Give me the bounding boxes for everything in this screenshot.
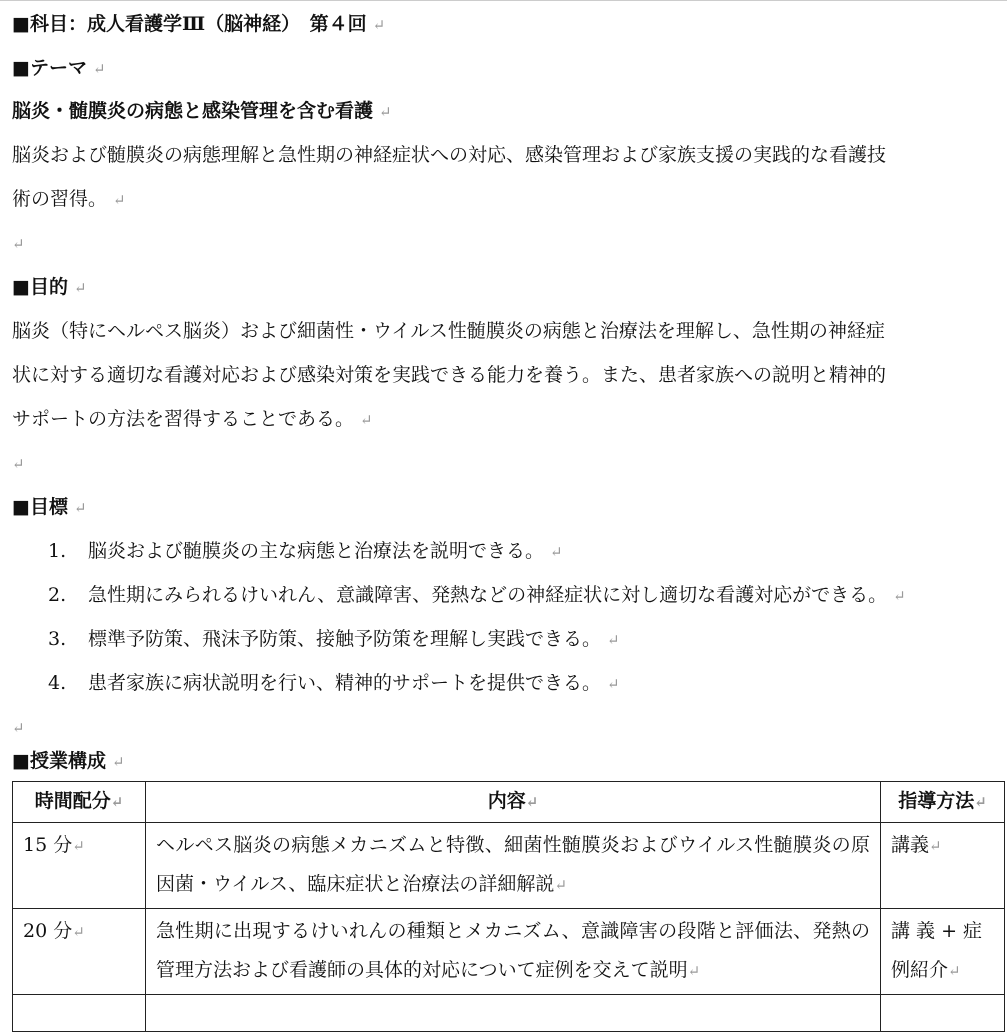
paragraph-mark-icon: ↵	[372, 16, 386, 34]
theme-title: 脳炎・髄膜炎の病態と感染管理を含む看護 ↵	[12, 100, 392, 122]
paragraph-mark-icon: ↵	[360, 411, 373, 429]
paragraph-mark-icon: ↵	[607, 675, 620, 693]
goal-item: 4. 患者家族に病状説明を行い、精神的サポートを提供できる。 ↵	[48, 672, 620, 694]
paragraph-mark-icon: ↵	[12, 235, 25, 253]
paragraph-mark-icon: ↵	[73, 499, 87, 517]
table-row	[13, 995, 1005, 1032]
content-cell	[146, 995, 881, 1032]
empty-paragraph	[12, 230, 25, 257]
purpose-body-line-2: 状に対する適切な看護対応および感染対策を実践できる能力を養う。また、患者家族への説明と精神的	[12, 364, 887, 386]
theme-body-line-2: 術の習得。 ↵	[12, 188, 126, 210]
goals-heading: ■目標 ↵	[12, 496, 87, 518]
time-cell: 20 分↵	[13, 909, 146, 995]
table-row	[13, 909, 1005, 995]
column-header-method: 指導方法↵	[881, 782, 1005, 823]
structure-heading: ■授業構成 ↵	[12, 750, 125, 772]
paragraph-mark-icon: ↵	[73, 279, 87, 297]
time-cell: 15 分↵	[13, 823, 146, 909]
content-cell: 急性期に出現するけいれんの種類とメカニズム、意識障害の段階と評価法、発熱の管理方法および看護師の具体的対応について症例を交えて説明↵	[146, 909, 881, 995]
paragraph-mark-icon: ↵	[12, 719, 25, 737]
page-top-border	[0, 0, 1007, 1]
goal-item: 1. 脳炎および髄膜炎の主な病態と治療法を説明できる。 ↵	[48, 540, 563, 562]
paragraph-mark-icon: ↵	[111, 753, 125, 771]
column-header-content: 内容↵	[146, 782, 881, 823]
goal-item: 3. 標準予防策、飛沫予防策、接触予防策を理解し実践できる。 ↵	[48, 628, 620, 650]
course-title: ■科目：成人看護学Ⅲ（脳神経） 第４回 ↵	[12, 13, 386, 35]
theme-body-line-1: 脳炎および髄膜炎の病態理解と急性期の神経症状への対応、感染管理および家族支援の実践的な看護技	[12, 144, 887, 166]
method-cell: 講 義 + 症 例紹介↵	[881, 909, 1005, 995]
empty-paragraph	[12, 714, 25, 741]
paragraph-mark-icon: ↵	[607, 631, 620, 649]
column-header-time: 時間配分↵	[13, 782, 146, 823]
method-cell: 講義↵	[881, 823, 1005, 909]
paragraph-mark-icon: ↵	[379, 103, 392, 121]
purpose-heading: ■目的 ↵	[12, 276, 87, 298]
method-cell	[881, 995, 1005, 1032]
paragraph-mark-icon: ↵	[550, 543, 563, 561]
table-header-row	[13, 782, 1005, 823]
empty-paragraph	[12, 450, 25, 477]
lesson-plan-table	[12, 781, 1005, 1032]
purpose-body-line-3: サポートの方法を習得することである。 ↵	[12, 408, 373, 430]
table-row	[13, 823, 1005, 909]
theme-heading: ■テーマ ↵	[12, 57, 106, 79]
paragraph-mark-icon: ↵	[113, 191, 126, 209]
content-cell: ヘルペス脳炎の病態メカニズムと特徴、細菌性髄膜炎およびウイルス性髄膜炎の原因菌・ウイルス、臨床症状と治療法の詳細解説↵	[146, 823, 881, 909]
paragraph-mark-icon: ↵	[92, 60, 106, 78]
goal-item: 2. 急性期にみられるけいれん、意識障害、発熱などの神経症状に対し適切な看護対応ができる。 ↵	[48, 584, 906, 606]
paragraph-mark-icon: ↵	[893, 587, 906, 605]
paragraph-mark-icon: ↵	[12, 455, 25, 473]
time-cell	[13, 995, 146, 1032]
purpose-body-line-1: 脳炎（特にヘルペス脳炎）および細菌性・ウイルス性髄膜炎の病態と治療法を理解し、急性期の神経症	[12, 320, 885, 342]
